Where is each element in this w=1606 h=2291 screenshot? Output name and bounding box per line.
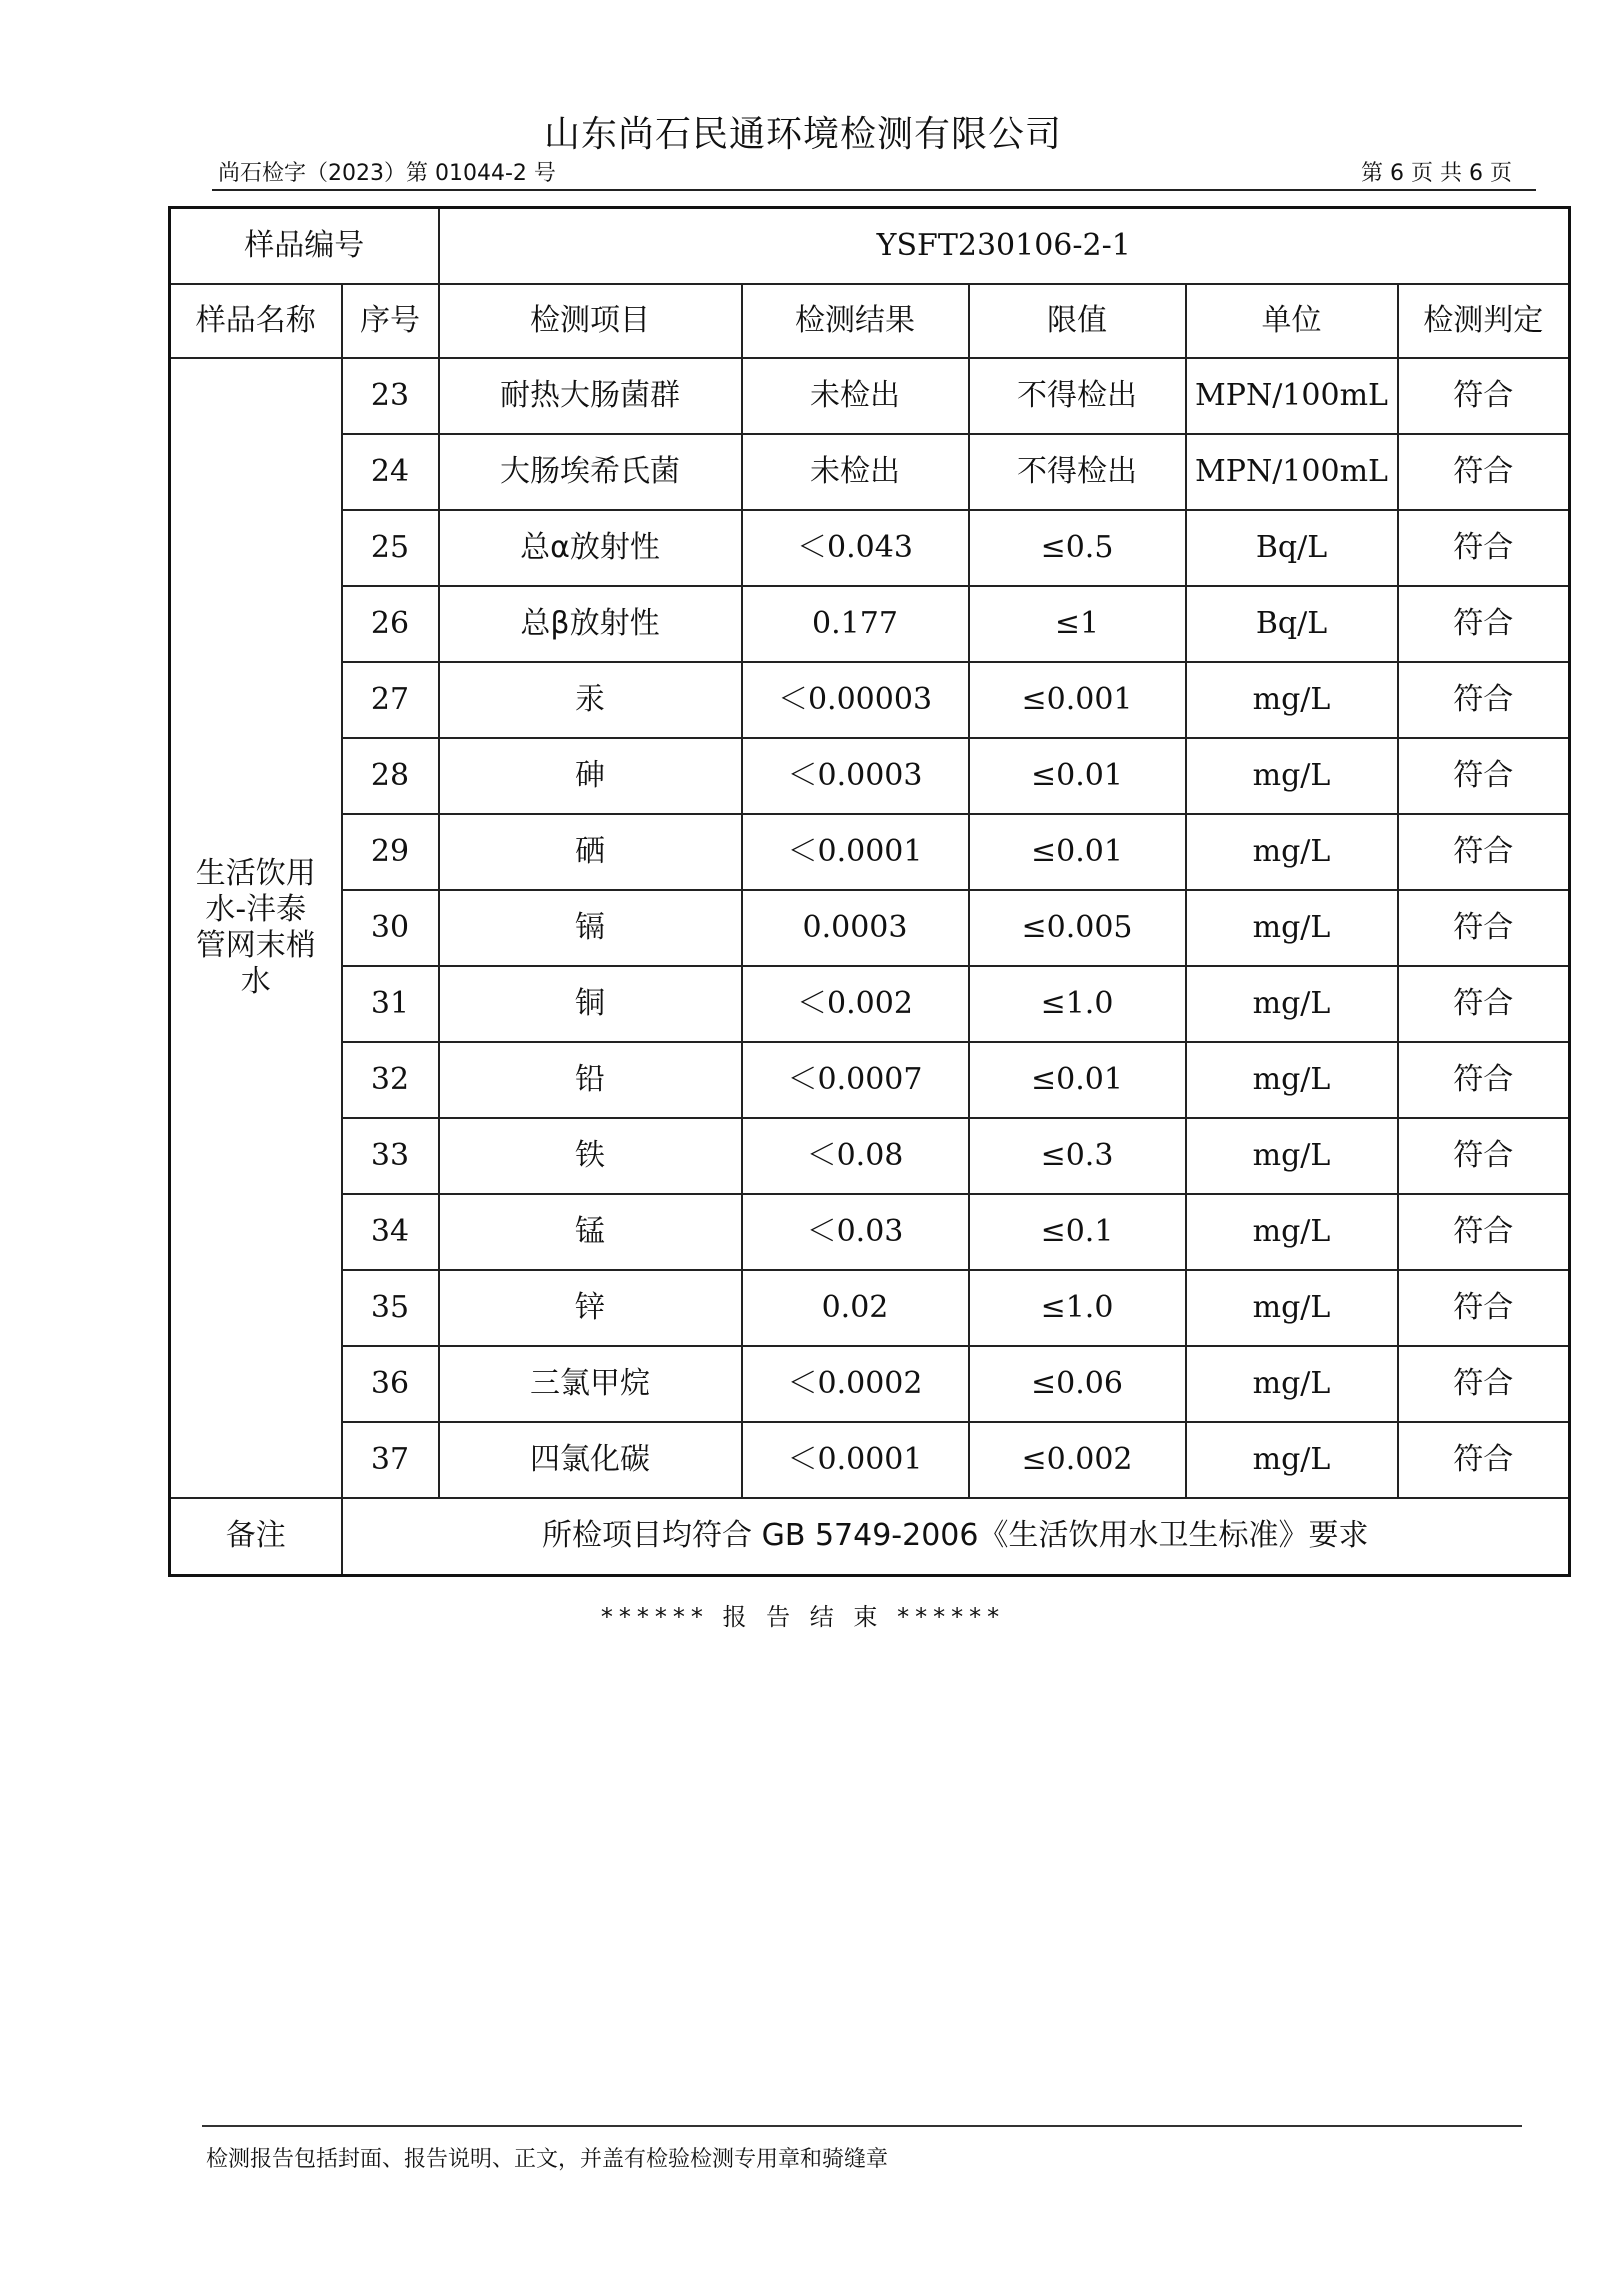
sample-name-line: 管网末梢 [195, 927, 316, 963]
cell-result: ＜0.08 [742, 1118, 969, 1194]
table-row [170, 510, 1570, 586]
cell-unit: MPN/100mL [1186, 358, 1398, 434]
remark-label: 备注 [170, 1498, 342, 1576]
cell-result: ＜0.0001 [742, 1422, 969, 1498]
cell-result: 未检出 [742, 434, 969, 510]
cell-item: 锰 [439, 1194, 742, 1270]
cell-limit: ≤0.5 [969, 510, 1186, 586]
column-header-row [170, 284, 1570, 358]
sample-no-value: YSFT230106-2-1 [439, 208, 1570, 284]
cell-limit: 不得检出 [969, 358, 1186, 434]
footer-divider [202, 2125, 1522, 2127]
cell-item: 铅 [439, 1042, 742, 1118]
cell-limit: ≤0.001 [969, 662, 1186, 738]
table-row [170, 890, 1570, 966]
cell-judge: 符合 [1398, 1118, 1570, 1194]
cell-limit: ≤0.1 [969, 1194, 1186, 1270]
table-row [170, 1042, 1570, 1118]
cell-judge: 符合 [1398, 1346, 1570, 1422]
col-header-item: 检测项目 [439, 284, 742, 358]
cell-item: 总α放射性 [439, 510, 742, 586]
cell-no: 25 [342, 510, 439, 586]
col-header-result: 检测结果 [742, 284, 969, 358]
table-row [170, 662, 1570, 738]
cell-item: 四氯化碳 [439, 1422, 742, 1498]
cell-judge: 符合 [1398, 434, 1570, 510]
cell-result: ＜0.0002 [742, 1346, 969, 1422]
report-number: 尚石检字（2023）第 01044-2 号 [218, 161, 556, 186]
cell-unit: mg/L [1186, 662, 1398, 738]
cell-judge: 符合 [1398, 966, 1570, 1042]
cell-result: 0.177 [742, 586, 969, 662]
sample-name-cell [170, 358, 342, 1498]
cell-item: 总β放射性 [439, 586, 742, 662]
table-row [170, 586, 1570, 662]
cell-limit: ≤1.0 [969, 1270, 1186, 1346]
sample-no-row [170, 208, 1570, 284]
cell-result: ＜0.03 [742, 1194, 969, 1270]
cell-result: ＜0.043 [742, 510, 969, 586]
cell-item: 硒 [439, 814, 742, 890]
cell-result: ＜0.0001 [742, 814, 969, 890]
cell-judge: 符合 [1398, 814, 1570, 890]
table-row [170, 1194, 1570, 1270]
sample-no-label: 样品编号 [170, 208, 439, 284]
cell-item: 三氯甲烷 [439, 1346, 742, 1422]
cell-no: 37 [342, 1422, 439, 1498]
col-header-judge: 检测判定 [1398, 284, 1570, 358]
cell-unit: Bq/L [1186, 510, 1398, 586]
cell-unit: mg/L [1186, 1042, 1398, 1118]
cell-unit: mg/L [1186, 966, 1398, 1042]
cell-no: 35 [342, 1270, 439, 1346]
cell-item: 汞 [439, 662, 742, 738]
cell-no: 29 [342, 814, 439, 890]
table-row [170, 358, 1570, 434]
sample-name-line: 生活饮用 [195, 855, 316, 891]
cell-result: ＜0.002 [742, 966, 969, 1042]
cell-limit: ≤1 [969, 586, 1186, 662]
report-end-marker: ****** 报 告 结 束 ****** [600, 1603, 1006, 1631]
cell-unit: mg/L [1186, 1422, 1398, 1498]
cell-judge: 符合 [1398, 662, 1570, 738]
cell-result: 0.02 [742, 1270, 969, 1346]
table-row [170, 1118, 1570, 1194]
cell-no: 23 [342, 358, 439, 434]
col-header-sample-name: 样品名称 [170, 284, 342, 358]
cell-item: 锌 [439, 1270, 742, 1346]
col-header-no: 序号 [342, 284, 439, 358]
cell-judge: 符合 [1398, 358, 1570, 434]
table-row [170, 1270, 1570, 1346]
footer-note: 检测报告包括封面、报告说明、正文，并盖有检验检测专用章和骑缝章 [206, 2147, 889, 2172]
col-header-unit: 单位 [1186, 284, 1398, 358]
cell-no: 30 [342, 890, 439, 966]
cell-no: 24 [342, 434, 439, 510]
cell-result: 0.0003 [742, 890, 969, 966]
cell-limit: ≤0.01 [969, 814, 1186, 890]
cell-item: 大肠埃希氏菌 [439, 434, 742, 510]
cell-unit: Bq/L [1186, 586, 1398, 662]
cell-limit: ≤0.3 [969, 1118, 1186, 1194]
cell-result: 未检出 [742, 358, 969, 434]
cell-no: 32 [342, 1042, 439, 1118]
cell-result: ＜0.0003 [742, 738, 969, 814]
cell-limit: ≤0.01 [969, 1042, 1186, 1118]
cell-unit: mg/L [1186, 1346, 1398, 1422]
cell-judge: 符合 [1398, 890, 1570, 966]
table-row [170, 738, 1570, 814]
cell-unit: mg/L [1186, 1118, 1398, 1194]
page-info: 第 6 页 共 6 页 [1361, 161, 1512, 186]
cell-no: 36 [342, 1346, 439, 1422]
cell-unit: mg/L [1186, 1194, 1398, 1270]
results-table [168, 206, 1571, 1577]
cell-no: 31 [342, 966, 439, 1042]
cell-judge: 符合 [1398, 738, 1570, 814]
table-row [170, 966, 1570, 1042]
table-row [170, 1422, 1570, 1498]
cell-judge: 符合 [1398, 1270, 1570, 1346]
cell-unit: mg/L [1186, 1270, 1398, 1346]
cell-no: 28 [342, 738, 439, 814]
cell-item: 镉 [439, 890, 742, 966]
cell-item: 铁 [439, 1118, 742, 1194]
sample-name-line: 水 [240, 963, 271, 999]
cell-no: 33 [342, 1118, 439, 1194]
col-header-limit: 限值 [969, 284, 1186, 358]
cell-limit: ≤0.002 [969, 1422, 1186, 1498]
cell-item: 铜 [439, 966, 742, 1042]
cell-limit: ≤0.06 [969, 1346, 1186, 1422]
cell-no: 34 [342, 1194, 439, 1270]
cell-judge: 符合 [1398, 510, 1570, 586]
sample-name-line: 水-沣泰 [205, 891, 307, 927]
company-name: 山东尚石民通环境检测有限公司 [543, 114, 1062, 155]
cell-no: 26 [342, 586, 439, 662]
cell-result: ＜0.00003 [742, 662, 969, 738]
cell-limit: ≤0.01 [969, 738, 1186, 814]
cell-unit: mg/L [1186, 738, 1398, 814]
cell-unit: mg/L [1186, 814, 1398, 890]
cell-limit: 不得检出 [969, 434, 1186, 510]
remark-value: 所检项目均符合 GB 5749-2006《生活饮用水卫生标准》要求 [342, 1498, 1570, 1576]
table-row [170, 434, 1570, 510]
cell-judge: 符合 [1398, 586, 1570, 662]
cell-judge: 符合 [1398, 1042, 1570, 1118]
header-divider [212, 189, 1536, 191]
table-row [170, 814, 1570, 890]
cell-result: ＜0.0007 [742, 1042, 969, 1118]
table-row [170, 1346, 1570, 1422]
cell-limit: ≤0.005 [969, 890, 1186, 966]
cell-item: 耐热大肠菌群 [439, 358, 742, 434]
cell-unit: MPN/100mL [1186, 434, 1398, 510]
cell-limit: ≤1.0 [969, 966, 1186, 1042]
cell-judge: 符合 [1398, 1194, 1570, 1270]
cell-item: 砷 [439, 738, 742, 814]
cell-no: 27 [342, 662, 439, 738]
remark-row [170, 1498, 1570, 1576]
cell-judge: 符合 [1398, 1422, 1570, 1498]
cell-unit: mg/L [1186, 890, 1398, 966]
